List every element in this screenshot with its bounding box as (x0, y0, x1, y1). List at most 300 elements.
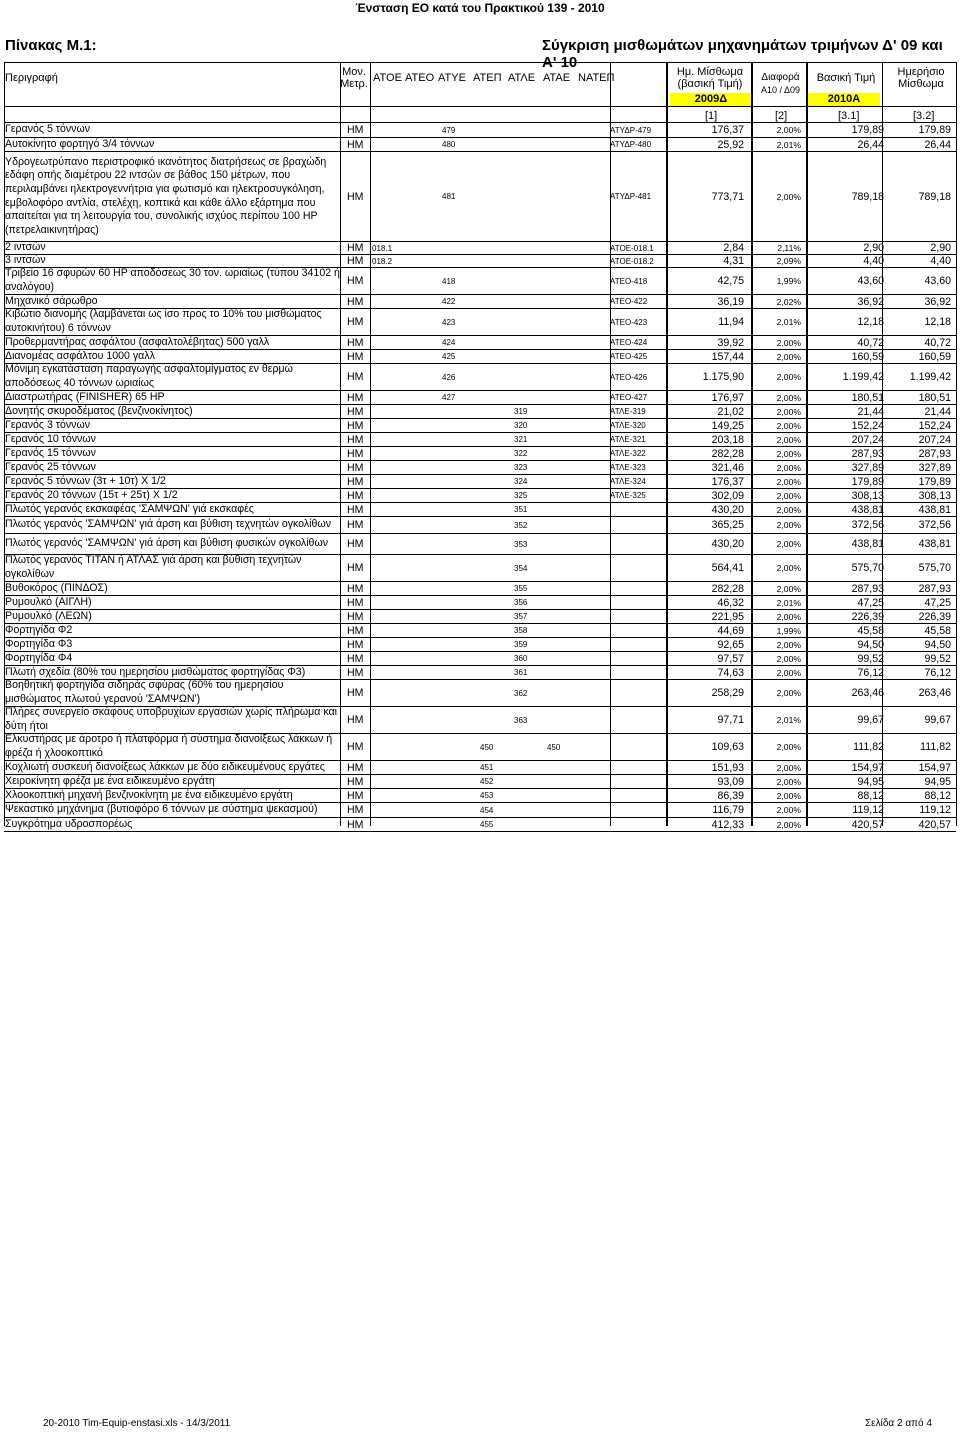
cell-atep-code (480, 680, 512, 706)
cell-base-price-2010: 575,70 (851, 562, 884, 574)
cell-atle-code: 320 (514, 421, 528, 430)
cell-difference-percent: 2,00% (776, 539, 801, 549)
cell-base-price-2009: 564,41 (711, 562, 744, 574)
cell-difference-percent: 2,01% (776, 317, 801, 327)
cell-atoe-code (372, 461, 404, 474)
cell-base-price-2009: 44,69 (717, 624, 744, 637)
cell-unit: ΗΜ (347, 489, 364, 502)
table-row (4, 582, 956, 596)
cell-article-code (610, 734, 672, 760)
cell-description: Υδρογεωτρύπανο περιστροφικό ικανότητος διατρήσεως σε βραχώδη εδάφη οπής διαμέτρου 22 ιντσών σε βάθος 150 μέτρων, που περιλαμβάνει ηλεκτρογεννήτρια για φωτισμό και ηλεκτροσυγκόληση, εμβολοφόρο αντλία, στελέχη, κοπτικά και κάθε άλλο εξάρτημα που απαιτείται για τη λειτουργία του, συνολικής ισχύος περίπου 100 HP (πετρελαικινητήρας) (5, 155, 327, 236)
cell-atye-code (442, 638, 474, 651)
cell-description: Βυθοκόρος (ΠΙΝΔΟΣ) (5, 581, 108, 594)
cell-daily-rent-2010: 21,44 (924, 405, 951, 418)
cell-description: Αυτοκίνητο φορτηγό 3/4 τόννων (5, 137, 155, 150)
cell-atep-code (480, 555, 512, 581)
cell-atep-code (480, 419, 512, 432)
cell-unit: ΗΜ (347, 503, 364, 516)
cell-description: Πλωτός γερανός 'ΣΑΜΨΩΝ' γιά άρση και βύθιση φυσικών ογκολίθων (5, 537, 329, 550)
cell-description: Κοχλιωτή συσκευή διανοίξεως λάκκων με δύο ειδικευμένους εργάτες (5, 760, 325, 773)
cell-atep-code: 455 (480, 820, 494, 829)
cell-difference-percent: 2,00% (776, 372, 801, 382)
cell-description: Βοηθητική φορτηγίδα σιδηράς σφύρας (60% του ημερησίου μισθώματος πλωτού γερανού 'ΣΑΜΨΩΝ') (5, 679, 284, 705)
cell-atep-code (480, 447, 512, 460)
table-row (4, 295, 956, 309)
cell-daily-rent-2010: 47,25 (924, 596, 951, 609)
cell-unit: ΗΜ (347, 596, 364, 609)
cell-description: Δονητής σκυροδέματος (βενζινοκίνητος) (5, 404, 193, 417)
cell-atae-code (547, 666, 579, 679)
cell-atle-code (514, 818, 546, 831)
cell-base-price-2010: 438,81 (851, 503, 884, 516)
cell-description: Πλωτός γερανός εκσκαφέας 'ΣΑΜΨΩΝ' γιά εκσκαφές (5, 502, 254, 515)
cell-atoe-code (372, 295, 404, 308)
cell-atye-code (442, 789, 474, 802)
cell-difference-percent: 2,02% (776, 296, 801, 307)
cell-difference-percent: 2,00% (776, 462, 801, 473)
cell-atle-code: 322 (514, 449, 528, 458)
cell-base-price-2010: 40,72 (857, 336, 884, 349)
cell-daily-rent-2010: 154,97 (918, 761, 951, 774)
table-row (4, 680, 956, 707)
cell-daily-rent-2010: 207,24 (918, 433, 951, 446)
cell-daily-rent-2010: 43,60 (924, 275, 951, 287)
cell-article-code: ΑΤΥΔΡ-479 (610, 125, 652, 135)
cell-description: Γερανός 5 τόννων (5, 123, 91, 136)
table-row (4, 803, 956, 818)
cell-atep-code (480, 123, 512, 137)
cell-atye-code (442, 419, 474, 432)
cell-unit: ΗΜ (347, 714, 364, 726)
cell-article-code: ΑΤΕΟ-422 (610, 297, 648, 306)
cell-atoe-code (372, 489, 404, 502)
cell-atye-code (442, 652, 474, 665)
table-row (4, 419, 956, 433)
cell-atep-code (480, 461, 512, 474)
cell-base-price-2009: 176,37 (711, 475, 744, 488)
table-row (4, 309, 956, 336)
cell-difference-percent: 1,99% (776, 625, 801, 636)
cell-atae-code (547, 775, 579, 788)
cell-base-price-2010: 12,18 (857, 316, 884, 328)
table-row (4, 666, 956, 680)
cell-atle-code: 353 (514, 539, 528, 549)
cell-base-price-2010: 26,44 (857, 138, 884, 151)
cell-unit: ΗΜ (347, 775, 364, 788)
cell-base-price-2010: 154,97 (851, 761, 884, 774)
cell-atae-code (547, 405, 579, 418)
cell-daily-rent-2010: 94,50 (924, 638, 951, 651)
cell-base-price-2009: 109,63 (711, 741, 744, 753)
cell-base-price-2010: 160,59 (851, 350, 884, 363)
cell-atye-code (442, 555, 474, 581)
cell-base-price-2009: 302,09 (711, 489, 744, 502)
cell-atae-code (547, 555, 579, 581)
table-row (4, 555, 956, 582)
cell-base-price-2009: 39,92 (717, 336, 744, 349)
cell-atae-code (547, 818, 579, 831)
cell-base-price-2009: 97,71 (717, 714, 744, 726)
cell-atep-code (480, 582, 512, 595)
cell-difference-percent: 2,01% (776, 597, 801, 608)
cell-atoe-code (372, 803, 404, 817)
cell-atle-code: 351 (514, 505, 528, 514)
cell-atae-code (547, 419, 579, 432)
cell-article-code (610, 503, 672, 516)
cell-difference-percent: 1,99% (776, 276, 801, 286)
cell-atle-code: 355 (514, 584, 528, 593)
cell-unit: ΗΜ (347, 818, 364, 831)
header-atae: ΑΤΑΕ (543, 72, 571, 84)
cell-base-price-2009: 1.175,90 (702, 371, 744, 383)
cell-unit: ΗΜ (347, 190, 364, 203)
cell-unit: ΗΜ (347, 242, 364, 254)
cell-description: Πλωτός γερανός 'ΣΑΜΨΩΝ' γιά άρση και βύθιση τεχνητών ογκολίθων (5, 518, 331, 531)
cell-daily-rent-2010: 88,12 (924, 789, 951, 802)
cell-atle-code: 356 (514, 598, 528, 607)
cell-difference-percent: 2,00% (776, 490, 801, 501)
ref-3-2: [3.2] (913, 110, 935, 122)
cell-atle-code: 354 (514, 563, 528, 573)
year-2010-badge: 2010Α (808, 93, 880, 106)
cell-atep-code (480, 405, 512, 418)
cell-description: Μηχανικό σάρωθρο (5, 294, 98, 307)
cell-unit: ΗΜ (347, 275, 364, 287)
cell-atye-code: 418 (442, 276, 456, 286)
cell-atae-code (547, 803, 579, 817)
cell-atle-code (514, 734, 546, 760)
cell-difference-percent: 2,00% (776, 776, 801, 787)
table-row (4, 610, 956, 624)
cell-base-price-2010: 88,12 (857, 789, 884, 802)
cell-atep-code (480, 255, 512, 267)
cell-base-price-2009: 221,95 (711, 610, 744, 623)
cell-atye-code (442, 666, 474, 679)
cell-atle-code (514, 350, 546, 363)
cell-atoe-code (372, 350, 404, 363)
table-row (4, 405, 956, 419)
cell-description: Γερανός 25 τόννων (5, 460, 96, 473)
header-description: Περιγραφή (5, 72, 58, 84)
ref-3-1: [3.1] (838, 110, 860, 122)
table-row (4, 761, 956, 775)
cell-daily-rent-2010: 287,93 (918, 582, 951, 595)
header-base-price-2010: Βασική Τιμή (816, 72, 876, 84)
cell-atye-code (442, 475, 474, 488)
cell-atle-code: 319 (514, 407, 528, 416)
cell-atep-code (480, 596, 512, 609)
cell-atoe-code (372, 123, 404, 137)
cell-difference-percent: 2,00% (776, 420, 801, 431)
cell-atoe-code (372, 138, 404, 151)
cell-article-code: ΑΤΛΕ-322 (610, 449, 646, 458)
cell-atye-code: 424 (442, 338, 456, 347)
cell-difference-percent: 2,09% (776, 256, 801, 266)
cell-article-code (610, 680, 672, 706)
cell-atoe-code (372, 433, 404, 446)
cell-base-price-2010: 179,89 (851, 124, 884, 136)
footer-page: Σελίδα 2 από 4 (865, 1418, 932, 1429)
cell-atye-code (442, 447, 474, 460)
cell-daily-rent-2010: 4,40 (930, 255, 951, 267)
cell-article-code (610, 534, 672, 554)
cell-atye-code (442, 405, 474, 418)
cell-base-price-2009: 176,37 (711, 124, 744, 136)
cell-base-price-2010: 308,13 (851, 489, 884, 502)
cell-article-code: ΑΤΛΕ-324 (610, 477, 646, 486)
cell-daily-rent-2010: 76,12 (924, 666, 951, 679)
cell-atye-code (442, 242, 474, 254)
cell-daily-rent-2010: 160,59 (918, 350, 951, 363)
cell-description: 2 ιντσών (5, 241, 46, 254)
cell-daily-rent-2010: 26,44 (924, 138, 951, 151)
cell-unit: ΗΜ (347, 461, 364, 474)
cell-atle-code: 323 (514, 463, 528, 472)
cell-atep-code: 450 (480, 742, 494, 752)
cell-unit: ΗΜ (347, 350, 364, 363)
cell-atye-code (442, 761, 474, 774)
table-row (4, 734, 956, 761)
header-difference: Διαφορά Α10 / Δ09 (760, 72, 801, 95)
cell-article-code (610, 582, 672, 595)
cell-atle-code: 321 (514, 435, 528, 444)
header-atep: ΑΤΕΠ (473, 72, 502, 84)
cell-atep-code: 451 (480, 763, 494, 772)
cell-atye-code (442, 582, 474, 595)
cell-daily-rent-2010: 438,81 (918, 503, 951, 516)
cell-unit: ΗΜ (347, 652, 364, 665)
cell-article-code (610, 610, 672, 623)
cell-atoe-code (372, 652, 404, 665)
ref-1: [1] (705, 110, 718, 122)
cell-daily-rent-2010: 12,18 (924, 316, 951, 328)
cell-base-price-2010: 21,44 (857, 405, 884, 418)
table-row (4, 517, 956, 534)
document-title: Ένσταση ΕΟ κατά του Πρακτικού 139 - 2010 (355, 1, 605, 15)
cell-base-price-2010: 438,81 (851, 538, 884, 550)
cell-daily-rent-2010: 327,89 (918, 461, 951, 474)
cell-atep-code (480, 638, 512, 651)
cell-description: Ρυμουλκό (ΑΙΓΛΗ) (5, 595, 92, 608)
cell-base-price-2009: 97,57 (717, 652, 744, 665)
cell-atye-code (442, 775, 474, 788)
cell-difference-percent: 2,00% (776, 819, 801, 830)
cell-description: Συγκρότημα υδροσπορέως (5, 817, 133, 830)
cell-base-price-2010: 372,56 (851, 519, 884, 531)
cell-atae-code (547, 638, 579, 651)
cell-article-code (610, 803, 672, 817)
cell-atae-code (547, 517, 579, 533)
cell-base-price-2009: 365,25 (711, 519, 744, 531)
cell-base-price-2010: 45,58 (857, 624, 884, 637)
cell-atae-code (547, 350, 579, 363)
header-unit: Μον. Μετρ. (340, 66, 368, 90)
cell-base-price-2009: 36,19 (717, 295, 744, 308)
table-row (4, 350, 956, 364)
cell-atep-code (480, 295, 512, 308)
table-row (4, 433, 956, 447)
cell-atoe-code (372, 309, 404, 335)
cell-atoe-code (372, 818, 404, 831)
cell-daily-rent-2010: 152,24 (918, 419, 951, 432)
cell-atle-code: 325 (514, 491, 528, 500)
cell-unit: ΗΜ (347, 475, 364, 488)
cell-atae-code (547, 610, 579, 623)
cell-atle-code (514, 295, 546, 308)
cell-unit: ΗΜ (347, 124, 364, 136)
cell-atoe-code (372, 405, 404, 418)
cell-base-price-2009: 116,79 (712, 804, 744, 816)
cell-atoe-code (372, 624, 404, 637)
cell-atep-code (480, 707, 512, 733)
cell-base-price-2009: 430,20 (711, 503, 744, 516)
table-row (4, 596, 956, 610)
cell-difference-percent: 2,00% (776, 688, 801, 698)
cell-base-price-2010: 287,93 (851, 447, 884, 460)
cell-atye-code (442, 610, 474, 623)
cell-atae-code (547, 489, 579, 502)
cell-unit: ΗΜ (347, 419, 364, 432)
cell-atoe-code (372, 734, 404, 760)
cell-unit: ΗΜ (347, 610, 364, 623)
cell-atle-code (514, 138, 546, 151)
cell-atle-code (514, 761, 546, 774)
cell-daily-rent-2010: 287,93 (918, 447, 951, 460)
cell-daily-rent-2010: 226,39 (918, 610, 951, 623)
cell-unit: ΗΜ (347, 638, 364, 651)
cell-unit: ΗΜ (347, 519, 364, 531)
cell-atep-code (480, 336, 512, 349)
table-row (4, 475, 956, 489)
cell-daily-rent-2010: 180,51 (918, 391, 951, 404)
table-row (4, 638, 956, 652)
cell-description: Πλήρες συνεργείο σκάφους υποβρυχίων εργασιών χωρίς πλήρωμα και δύτη ήτοι (5, 706, 338, 732)
cell-article-code (610, 596, 672, 609)
cell-unit: ΗΜ (347, 295, 364, 308)
cell-difference-percent: 2,00% (776, 805, 801, 815)
table-row (4, 707, 956, 734)
table-row (4, 789, 956, 803)
cell-description: Γερανός 3 τόννων (5, 418, 91, 431)
cell-base-price-2010: 287,93 (851, 582, 884, 595)
cell-atep-code (480, 475, 512, 488)
cell-article-code: ΑΤΛΕ-321 (610, 435, 646, 444)
cell-daily-rent-2010: 111,82 (920, 741, 951, 753)
cell-article-code: ΑΤΕΟ-423 (610, 317, 648, 327)
cell-atep-code: 453 (480, 791, 494, 800)
cell-unit: ΗΜ (347, 405, 364, 418)
cell-unit: ΗΜ (347, 391, 364, 404)
cell-atae-code (547, 242, 579, 254)
cell-atoe-code (372, 364, 404, 390)
cell-base-price-2010: 99,52 (857, 652, 884, 665)
cell-atye-code (442, 707, 474, 733)
header-atle: ΑΤΛΕ (508, 72, 536, 84)
cell-atle-code (514, 255, 546, 267)
cell-difference-percent: 2,00% (776, 406, 801, 417)
cell-difference-percent: 2,00% (776, 639, 801, 650)
cell-daily-rent-2010: 179,89 (918, 124, 951, 136)
cell-description: Πλωτή σχεδία (80% του ημερησίου μισθώματος φορτηγίδας Φ3) (5, 665, 306, 678)
cell-unit: ΗΜ (347, 804, 364, 816)
cell-atoe-code (372, 707, 404, 733)
cell-atle-code: 362 (514, 688, 528, 698)
cell-unit: ΗΜ (347, 666, 364, 679)
cell-atep-code (480, 666, 512, 679)
cell-description: Διανομέας ασφάλτου 1000 γαλλ (5, 349, 155, 362)
cell-difference-percent: 2,00% (776, 392, 801, 403)
cell-atae-code (547, 475, 579, 488)
table-row (4, 391, 956, 405)
cell-atle-code (514, 364, 546, 390)
cell-base-price-2009: 42,75 (717, 275, 744, 287)
header-daily-2010: Ημερήσιο Μίσθωμα (897, 66, 945, 90)
footer-file: 20-2010 Tim-Equip-enstasi.xls - 14/3/2011 (43, 1418, 231, 1429)
cell-atle-code (514, 268, 546, 294)
cell-atoe-code (372, 534, 404, 554)
cell-base-price-2009: 203,18 (711, 433, 744, 446)
ref-2: [2] (775, 110, 788, 122)
cell-atae-code (547, 680, 579, 706)
cell-daily-rent-2010: 308,13 (918, 489, 951, 502)
table-row (4, 447, 956, 461)
cell-difference-percent: 2,01% (776, 139, 801, 150)
table-row (4, 652, 956, 666)
table-row (4, 255, 956, 268)
cell-daily-rent-2010: 94,95 (924, 775, 951, 788)
cell-unit: ΗΜ (347, 789, 364, 802)
cell-base-price-2010: 2,90 (863, 242, 884, 254)
cell-difference-percent: 2,00% (776, 504, 801, 515)
cell-base-price-2009: 157,44 (711, 350, 744, 363)
cell-article-code (610, 761, 672, 774)
cell-daily-rent-2010: 36,92 (924, 295, 951, 308)
cell-atep-code (480, 624, 512, 637)
cell-unit: ΗΜ (347, 582, 364, 595)
cell-base-price-2009: 176,97 (711, 391, 744, 404)
cell-article-code (610, 775, 672, 788)
header-natep: ΝΑΤΕΠ (578, 72, 615, 84)
cell-article-code: ΑΤΥΔΡ-481 (610, 192, 652, 201)
cell-unit: ΗΜ (347, 138, 364, 151)
cell-atye-code (442, 818, 474, 831)
cell-unit: ΗΜ (347, 255, 364, 267)
cell-atoe-code (372, 517, 404, 533)
cell-atoe-code (372, 582, 404, 595)
cell-base-price-2010: 4,40 (863, 255, 884, 267)
cell-atae-code (547, 761, 579, 774)
cell-difference-percent: 2,01% (776, 715, 801, 725)
header-daily-rent-2009: Ημ. Μίσθωμα (βασική Τιμή) (676, 66, 744, 90)
cell-atoe-code (372, 152, 404, 241)
cell-base-price-2010: 119,12 (852, 804, 884, 816)
cell-description: Γερανός 20 τόννων (15τ + 25τ) Χ 1/2 (5, 488, 178, 501)
cell-difference-percent: 2,00% (776, 653, 801, 664)
cell-atep-code (480, 610, 512, 623)
cell-description: Πλωτός γερανός ΤΙΤΑΝ ή ΑΤΛΑΣ γιά άρση και βύθιση τεχνητών ογκολίθων (5, 554, 302, 580)
cell-atep-code: 454 (480, 805, 494, 815)
table-row (4, 138, 956, 152)
cell-base-price-2010: 226,39 (851, 610, 884, 623)
cell-atae-code (547, 707, 579, 733)
cell-article-code: ΑΤΕΟ-426 (610, 372, 648, 382)
cell-atae-code (547, 255, 579, 267)
cell-difference-percent: 2,00% (776, 520, 801, 530)
cell-atle-code (514, 309, 546, 335)
cell-atle-code: 361 (514, 668, 528, 677)
cell-atae-code (547, 123, 579, 137)
cell-base-price-2010: 1.199,42 (842, 371, 884, 383)
